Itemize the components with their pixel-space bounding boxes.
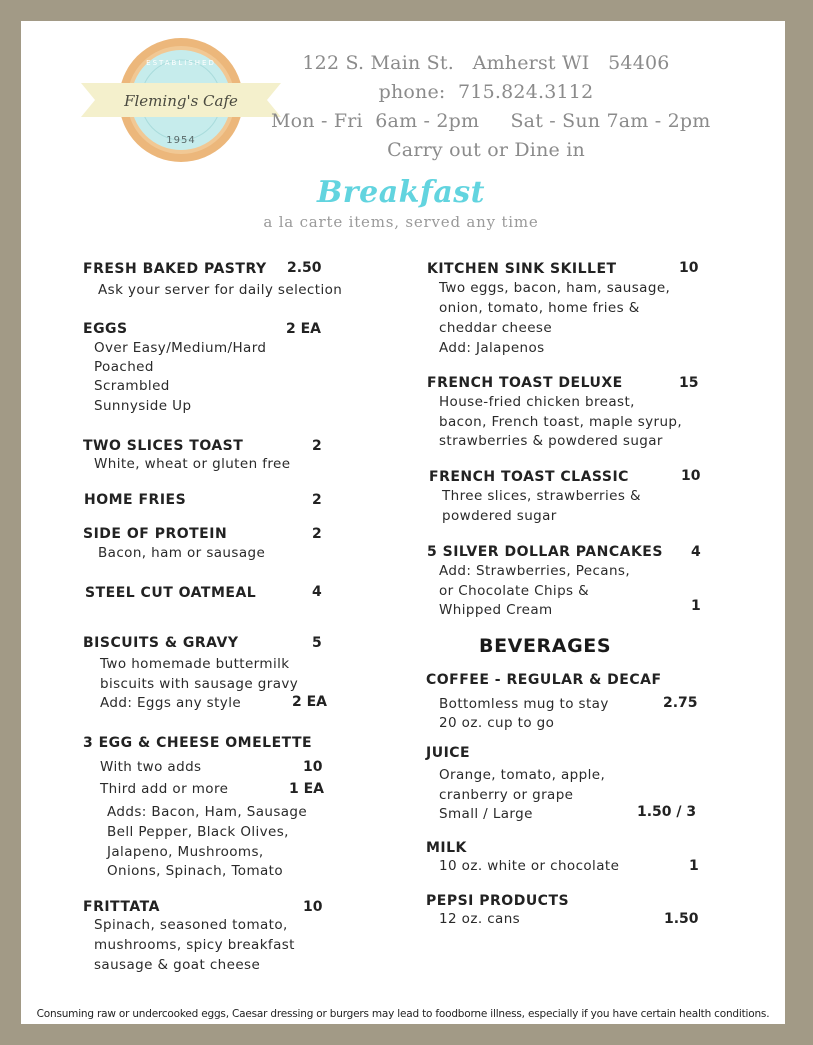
item-name: SIDE OF PROTEIN	[83, 526, 228, 542]
item-desc: Add: Jalapenos	[439, 340, 545, 356]
item-desc: biscuits with sausage gravy	[100, 676, 299, 692]
item-desc-price: 10	[303, 759, 323, 775]
beverage-name: COFFEE - REGULAR & DECAF	[426, 672, 662, 688]
item-adds: Adds: Bacon, Ham, Sausage	[107, 804, 308, 820]
item-desc: Over Easy/Medium/Hard	[94, 340, 267, 356]
section-subtitle: a la carte items, served any time	[263, 213, 539, 231]
item-desc: Add: Strawberries, Pecans,	[439, 563, 631, 579]
beverage-name: JUICE	[426, 745, 471, 761]
item-price: 4	[312, 584, 322, 600]
service-text: Carry out or Dine in	[387, 139, 585, 161]
beverage-name: PEPSI PRODUCTS	[426, 893, 570, 909]
item-desc: Sunnyside Up	[94, 398, 192, 414]
beverage-desc: 20 oz. cup to go	[439, 715, 555, 731]
item-name: EGGS	[83, 321, 128, 337]
address-text: 122 S. Main St. Amherst WI 54406	[302, 52, 670, 74]
item-price: 10	[303, 899, 323, 915]
item-desc: White, wheat or gluten free	[94, 456, 291, 472]
item-price: 2 EA	[286, 321, 322, 337]
item-desc: Poached	[94, 359, 154, 375]
item-adds: Bell Pepper, Black Olives,	[107, 824, 289, 840]
item-desc: Two homemade buttermilk	[100, 656, 290, 672]
item-desc: With two adds	[100, 759, 202, 775]
item-desc: Bacon, ham or sausage	[98, 545, 266, 561]
item-name: KITCHEN SINK SKILLET	[427, 261, 617, 277]
item-desc: House-fried chicken breast,	[439, 394, 635, 410]
item-extra-price: 2 EA	[292, 694, 328, 710]
item-price: 5	[312, 635, 322, 651]
logo-year-text: 1954	[166, 135, 196, 146]
item-adds: Jalapeno, Mushrooms,	[107, 844, 264, 860]
beverage-name: MILK	[426, 840, 467, 856]
item-desc: Add: Eggs any style	[100, 695, 242, 711]
beverage-desc: 10 oz. white or chocolate	[439, 858, 620, 874]
logo-name-text: Fleming's Cafe	[124, 92, 238, 110]
item-desc: Three slices, strawberries &	[442, 488, 641, 504]
item-desc: Scrambled	[94, 378, 170, 394]
item-price: 10	[679, 260, 699, 276]
beverages-heading: BEVERAGES	[479, 635, 612, 657]
item-name: STEEL CUT OATMEAL	[85, 585, 257, 601]
beverage-price: 2.75	[663, 695, 698, 711]
menu-page	[21, 21, 785, 1024]
logo-established-text: ESTABLISHED	[146, 59, 216, 67]
item-desc: powdered sugar	[442, 508, 557, 524]
item-adds: Onions, Spinach, Tomato	[107, 863, 284, 879]
beverage-price: 1	[689, 858, 699, 874]
beverage-desc: cranberry or grape	[439, 787, 574, 803]
item-desc: Spinach, seasoned tomato,	[94, 917, 288, 933]
item-price: 2	[312, 526, 322, 542]
item-price: 2	[312, 492, 322, 508]
item-price: 15	[679, 375, 699, 391]
item-name: FRENCH TOAST CLASSIC	[429, 469, 629, 485]
item-name: 5 SILVER DOLLAR PANCAKES	[427, 544, 663, 560]
item-name: FRITTATA	[83, 899, 160, 915]
item-name: FRESH BAKED PASTRY	[83, 261, 267, 277]
item-desc: cheddar cheese	[439, 320, 553, 336]
phone-text: phone: 715.824.3112	[378, 81, 594, 103]
cafe-logo	[81, 35, 281, 165]
item-extra-price: 1	[691, 598, 701, 614]
item-name: TWO SLICES TOAST	[83, 438, 244, 454]
item-name: BISCUITS & GRAVY	[83, 635, 239, 651]
food-safety-disclaimer: Consuming raw or undercooked eggs, Caesar dressing or burgers may lead to foodborne illness, especially if you have certain health conditions.	[36, 1008, 770, 1020]
item-desc: or Chocolate Chips &	[439, 583, 590, 599]
item-price: 10	[681, 468, 701, 484]
item-desc: onion, tomato, home fries &	[439, 300, 640, 316]
item-desc: mushrooms, spicy breakfast	[94, 937, 295, 953]
beverage-desc: Bottomless mug to stay	[439, 696, 609, 712]
item-price: 2	[312, 438, 322, 454]
item-desc: Two eggs, bacon, ham, sausage,	[439, 280, 671, 296]
item-name: HOME FRIES	[84, 492, 187, 508]
beverage-price: 1.50 / 3	[637, 804, 697, 820]
item-desc: Ask your server for daily selection	[98, 282, 343, 298]
item-name: FRENCH TOAST DELUXE	[427, 375, 623, 391]
item-desc: Third add or more	[100, 781, 229, 797]
item-desc: Whipped Cream	[439, 602, 553, 618]
item-name: 3 EGG & CHEESE OMELETTE	[83, 735, 313, 751]
item-desc: sausage & goat cheese	[94, 957, 261, 973]
beverage-desc: Small / Large	[439, 806, 533, 822]
hours-text: Mon - Fri 6am - 2pm Sat - Sun 7am - 2pm	[271, 110, 711, 132]
section-title: Breakfast	[316, 175, 486, 210]
beverage-price: 1.50	[664, 911, 699, 927]
item-price: 4	[691, 544, 701, 560]
item-desc: bacon, French toast, maple syrup,	[439, 414, 683, 430]
item-desc: strawberries & powdered sugar	[439, 433, 663, 449]
item-price: 2.50	[287, 260, 322, 276]
beverage-desc: Orange, tomato, apple,	[439, 767, 606, 783]
item-desc-price: 1 EA	[289, 781, 325, 797]
beverage-desc: 12 oz. cans	[439, 911, 521, 927]
